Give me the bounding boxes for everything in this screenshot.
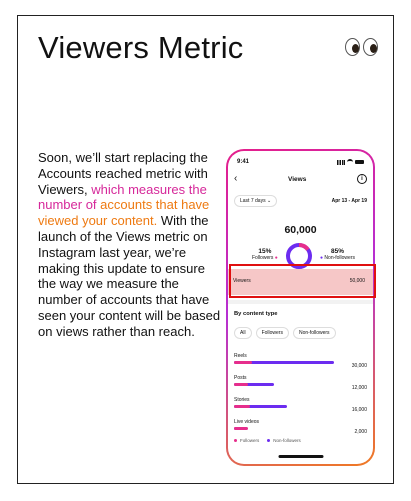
content-row-bar: [234, 383, 274, 386]
home-indicator: [278, 455, 323, 458]
legend: [234, 438, 301, 443]
page-title: Viewers Metric: [38, 30, 244, 65]
content-row-bar-followers: [234, 361, 252, 364]
chevron-left-icon[interactable]: ‹: [234, 173, 238, 184]
description-text: [38, 150, 223, 340]
description-part-2: With the launch of the Views metric on Instagram last year, we’re making this update to ensure the way we measure the number of accounts that have seen your content will be based on views rather than reach.: [38, 213, 221, 339]
section-title: By content type: [234, 311, 278, 317]
nav-bar: [234, 173, 367, 185]
description-part-1: Soon, we’ll start replacing the Accounts reached metric with Viewers,: [38, 150, 208, 197]
content-row-label: Reels: [234, 353, 247, 359]
total-views: 60,000: [284, 224, 317, 236]
followers-pct: 15%: [258, 248, 272, 255]
content-row: [234, 375, 367, 397]
battery-icon: [355, 160, 364, 164]
content-type-rows: [234, 353, 367, 441]
filter-row: [234, 195, 367, 207]
nav-title: Views: [288, 175, 307, 183]
date-range: Apr 13 - Apr 19: [331, 198, 367, 204]
content-row: [234, 397, 367, 419]
phone-mockup: [226, 149, 375, 466]
description-highlight-orange: accounts that have viewed your content.: [38, 197, 210, 229]
followers-label: Followers: [252, 255, 274, 261]
content-row-value: 2,000: [354, 429, 367, 435]
content-row-value: 30,000: [351, 363, 367, 369]
content-row-label: Posts: [234, 375, 247, 381]
content-row-label: Stories: [234, 397, 250, 403]
content-row-label: Live videos: [234, 419, 260, 425]
content-row: [234, 353, 367, 375]
legend-nonfollowers: Non-followers: [267, 438, 301, 443]
legend-followers: Followers: [234, 438, 259, 443]
chip-followers[interactable]: Followers: [256, 327, 289, 339]
content-row-bar: [234, 405, 287, 408]
viewers-label: Viewers: [233, 278, 251, 284]
content-row-bar-followers: [234, 405, 250, 408]
chip-non-followers[interactable]: Non-followers: [293, 327, 336, 339]
wifi-icon: [347, 159, 353, 165]
phone-screen: [228, 151, 373, 464]
content-row-bar: [234, 427, 241, 430]
nonfollowers-stat: 85% ● Non-followers: [320, 248, 355, 261]
content-row-bar-followers: [234, 383, 248, 386]
section-divider: [228, 300, 373, 304]
date-filter-label: Last 7 days: [240, 198, 266, 204]
signal-icon: [337, 160, 345, 165]
chevron-down-icon: ⌄: [266, 198, 272, 204]
nonfollowers-pct: 85%: [330, 248, 344, 255]
chip-all[interactable]: All: [234, 327, 252, 339]
content-row-value: 12,000: [351, 385, 367, 391]
content-row-value: 16,000: [351, 407, 367, 413]
date-filter-button[interactable]: [234, 195, 277, 207]
eyes-emoji-icon: [345, 38, 381, 58]
description-highlight-pink: which measures the number of: [38, 181, 207, 213]
info-icon[interactable]: i: [357, 174, 367, 184]
nonfollowers-label: Non-followers: [324, 255, 355, 261]
followers-stat: 15% Followers ●: [252, 248, 278, 261]
viewers-value: 50,000: [349, 278, 365, 284]
status-bar: [237, 158, 364, 166]
content-type-chips: [234, 327, 336, 339]
content-row-bar: [234, 361, 334, 364]
content-row-bar-followers: [234, 427, 248, 430]
viewers-highlight-box: [229, 264, 376, 298]
status-time: 9:41: [237, 159, 250, 165]
